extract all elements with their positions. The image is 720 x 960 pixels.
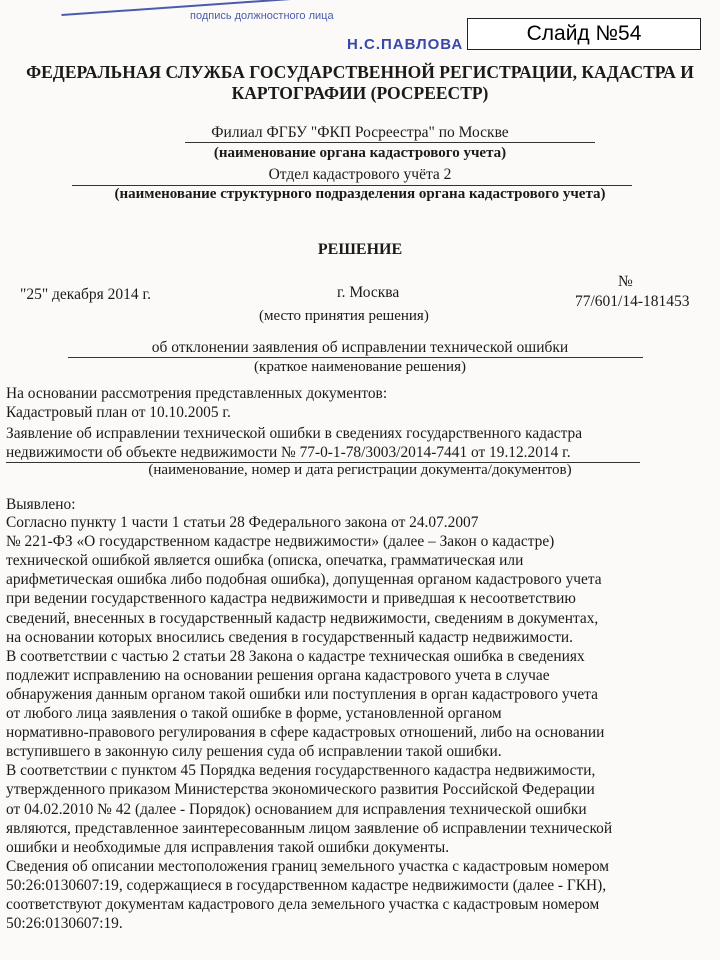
findings-line: утвержденного приказом Министерства экономического развития Российской Федерации xyxy=(6,781,595,799)
findings-line: Согласно пункту 1 части 1 статьи 28 Федерального закона от 24.07.2007 xyxy=(6,514,479,531)
findings-line: арифметическая ошибка либо подобная ошибка), допущенная органом кадастрового учета xyxy=(6,571,602,589)
findings-line: 50:26:0130607:19. xyxy=(6,915,123,933)
branch-name: Филиал ФГБУ "ФКП Росреестра" по Москве xyxy=(211,124,509,141)
decision-place: г. Москва xyxy=(337,284,400,301)
findings-line: технической ошибкой является ошибка (описка, опечатка, грамматическая или xyxy=(6,552,524,570)
findings-line: В соответствии с частью 2 статьи 28 Закона о кадастре техническая ошибка в сведениях xyxy=(6,647,585,665)
org-title-line1: ФЕДЕРАЛЬНАЯ СЛУЖБА ГОСУДАРСТВЕННОЙ РЕГИСТРАЦИИ, КАДАСТРА И xyxy=(26,62,694,82)
department-name: Отдел кадастрового учёта 2 xyxy=(268,166,452,183)
findings-line: обнаружения данным органом такой ошибки или поступления в орган кадастрового учета xyxy=(6,685,598,703)
decision-number: 77/601/14-181453 xyxy=(575,293,690,310)
findings-line: 50:26:0130607:19, содержащиеся в государственном кадастре недвижимости (далее - ГКН), xyxy=(6,876,607,894)
findings-line: ошибки и необходимые для исправления такой ошибки документы. xyxy=(6,838,450,856)
findings-line: нормативно-правового регулирования в сфере кадастровых отношений, либо на основании xyxy=(6,724,605,742)
branch-underline xyxy=(185,142,595,143)
stamp-name: Н.С.ПАВЛОВА xyxy=(347,36,464,53)
document-item-1: Кадастровый план от 10.10.2005 г. xyxy=(6,404,231,421)
department-caption: (наименование структурного подразделения органа кадастрового учета) xyxy=(114,186,606,202)
document-item-2-line1: Заявление об исправлении технической ошибки в сведениях государственного кадастра xyxy=(6,425,583,442)
number-sign: № xyxy=(618,273,633,290)
findings-line: подлежит исправлению на основании решения органа кадастрового учета в случае xyxy=(6,666,550,684)
findings-line: от любого лица заявления о такой ошибке в форме, установленной органом xyxy=(6,705,502,722)
decision-title: РЕШЕНИЕ xyxy=(317,241,403,258)
place-caption: (место принятия решения) xyxy=(259,308,429,324)
findings-line: № 221-ФЗ «О государственном кадастре недвижимости» (далее – Закон о кадастре) xyxy=(6,533,555,551)
subject-caption: (краткое наименование решения) xyxy=(254,359,466,375)
findings-line: являются, представленное заинтересованным лицом заявление об исправлении технической xyxy=(6,819,613,837)
findings-line: В соответствии с пунктом 45 Порядка ведения государственного кадастра недвижимости, xyxy=(6,762,596,780)
documents-caption: (наименование, номер и дата регистрации документа/документов) xyxy=(148,462,572,478)
findings-heading: Выявлено: xyxy=(6,496,76,513)
slide-number-badge: Слайд №54 xyxy=(467,18,701,50)
findings-line: сведений, внесенных в государственный кадастр недвижимости, сведениям в документах, xyxy=(6,609,599,627)
branch-caption: (наименование органа кадастрового учета) xyxy=(213,145,507,161)
document-item-2-line2: недвижимости об объекте недвижимости № 77-0-1-78/3003/2014-7441 от 19.12.2014 г. xyxy=(6,444,571,461)
findings-line: вступившего в законную силу решения суда об исправлении такой ошибки. xyxy=(6,743,502,761)
findings-line: от 04.02.2010 № 42 (далее - Порядок) основанием для исправления технической ошибки xyxy=(6,800,587,818)
findings-line: соответствуют документам кадастрового дела земельного участка с кадастровым номером xyxy=(6,896,600,913)
documents-intro: На основании рассмотрения представленных документов: xyxy=(6,385,388,402)
decision-date: "25" декабря 2014 г. xyxy=(20,286,151,303)
org-title-line2: КАРТОГРАФИИ (РОСРЕЕСТР) xyxy=(231,83,489,103)
subject-underline xyxy=(68,357,643,358)
findings-line: на основании которых вносились сведения в государственный кадастр недвижимости. xyxy=(6,628,574,646)
decision-subject: об отклонении заявления об исправлении технической ошибки xyxy=(151,339,569,356)
findings-line: Сведения об описании местоположения границ земельного участка с кадастровым номером xyxy=(6,857,609,875)
stamp-caption: подпись должностного лица xyxy=(190,10,334,22)
findings-line: при ведении государственного кадастра недвижимости и приведшая к несоответствию xyxy=(6,590,576,608)
